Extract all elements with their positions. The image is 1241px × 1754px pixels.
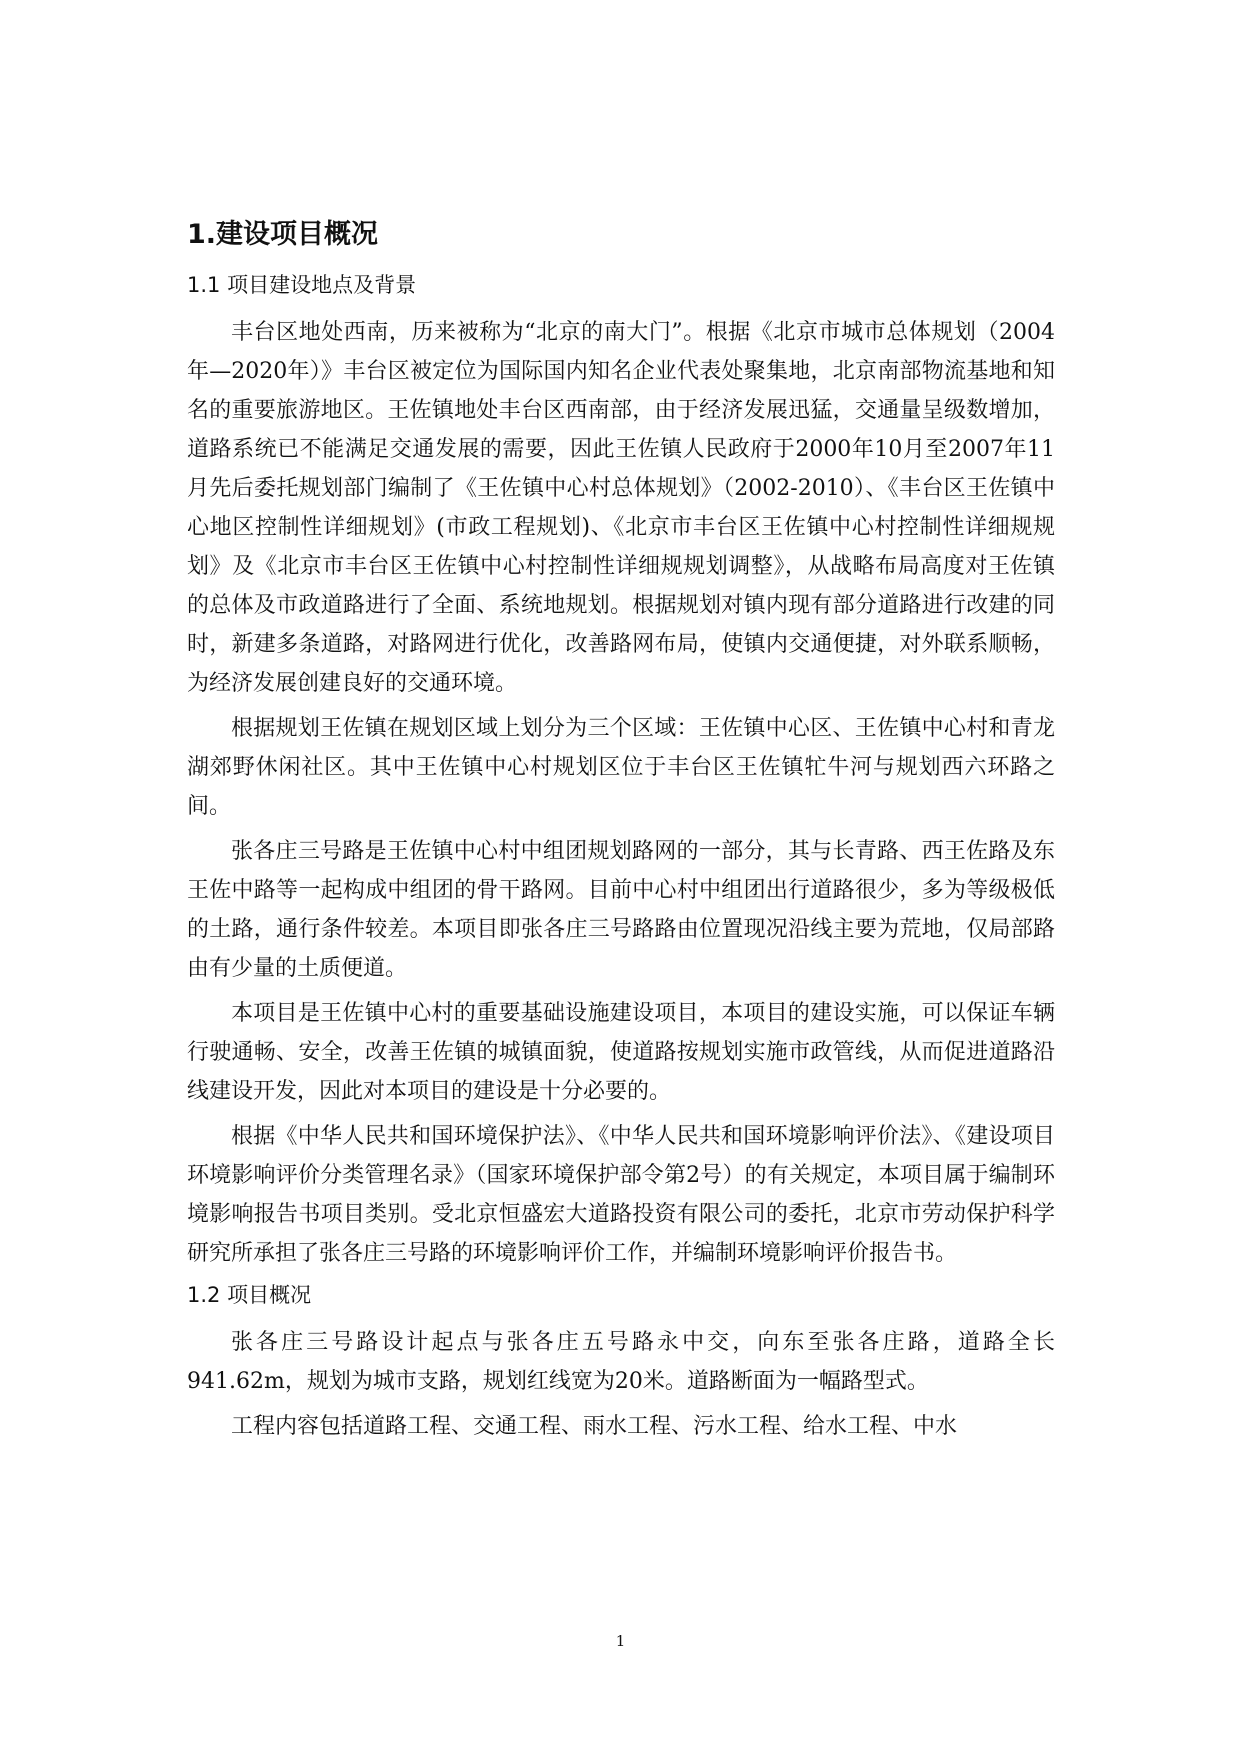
page-number: 1 xyxy=(615,1632,626,1650)
paragraph: 本项目是王佐镇中心村的重要基础设施建设项目，本项目的建设实施，可以保证车辆行驶通畅、安全，改善王佐镇的城镇面貌，使道路按规划实施市政管线，从而促进道路沿线建设开发，因此对本项目的建设是十分必要的。 xyxy=(187,1001,1055,1104)
paragraph: 根据规划王佐镇在规划区域上划分为三个区域：王佐镇中心区、王佐镇中心村和青龙湖郊野休闲社区。其中王佐镇中心村规划区位于丰台区王佐镇牤牛河与规划西六环路之间。 xyxy=(187,716,1055,819)
paragraph: 根据《中华人民共和国环境保护法》、《中华人民共和国环境影响评价法》、《建设项目环境影响评价分类管理名录》（国家环境保护部令第2号）的有关规定，本项目属于编制环境影响报告书项目类别。受北京恒盛宏大道路投资有限公司的委托，北京市劳动保护科学研究所承担了张各庄三号路的环境影响评价工作，并编制环境影响评价报告书。 xyxy=(187,1124,1055,1266)
paragraph: 张各庄三号路设计起点与张各庄五号路永中交，向东至张各庄路，道路全长941.62m，规划为城市支路，规划红线宽为20米。道路断面为一幅路型式。 xyxy=(187,1330,1055,1394)
chapter-heading: 1.建设项目概况 xyxy=(187,219,379,250)
paragraph: 丰台区地处西南，历来被称为“北京的南大门”。根据《北京市城市总体规划（2004年—2020年）》丰台区被定位为国际国内知名企业代表处聚集地，北京南部物流基地和知名的重要旅游地区。王佐镇地处丰台区西南部，由于经济发展迅猛，交通量呈级数增加，道路系统已不能满足交通发展的需要，因此王佐镇人民政府于2000年10月至2007年11月先后委托规划部门编制了《王佐镇中心村总体规划》（2002-2010）、《丰台区王佐镇中心地区控制性详细规划》(市政工程规划)、《北京市丰台区王佐镇中心村控制性详细规规划》及《北京市丰台区王佐镇中心村控制性详细规规划调整》，从战略布局高度对王佐镇的总体及市政道路进行了全面、系统地规划。根据规划对镇内现有部分道路进行改建的同时，新建多条道路，对路网进行优化，改善路网布局，使镇内交通便捷，对外联系顺畅，为经济发展创建良好的交通环境。 xyxy=(187,320,1055,696)
section-title-1-1: 1.1 项目建设地点及背景 xyxy=(187,273,417,297)
paragraph: 工程内容包括道路工程、交通工程、雨水工程、污水工程、给水工程、中水 xyxy=(231,1414,958,1439)
paragraph: 张各庄三号路是王佐镇中心村中组团规划路网的一部分，其与长青路、西王佐路及东王佐中路等一起构成中组团的骨干路网。目前中心村中组团出行道路很少，多为等级极低的土路，通行条件较差。本项目即张各庄三号路路由位置现况沿线主要为荒地，仅局部路由有少量的土质便道。 xyxy=(187,839,1055,981)
section-title-1-2: 1.2 项目概况 xyxy=(187,1283,312,1307)
page-content xyxy=(187,215,1055,1452)
